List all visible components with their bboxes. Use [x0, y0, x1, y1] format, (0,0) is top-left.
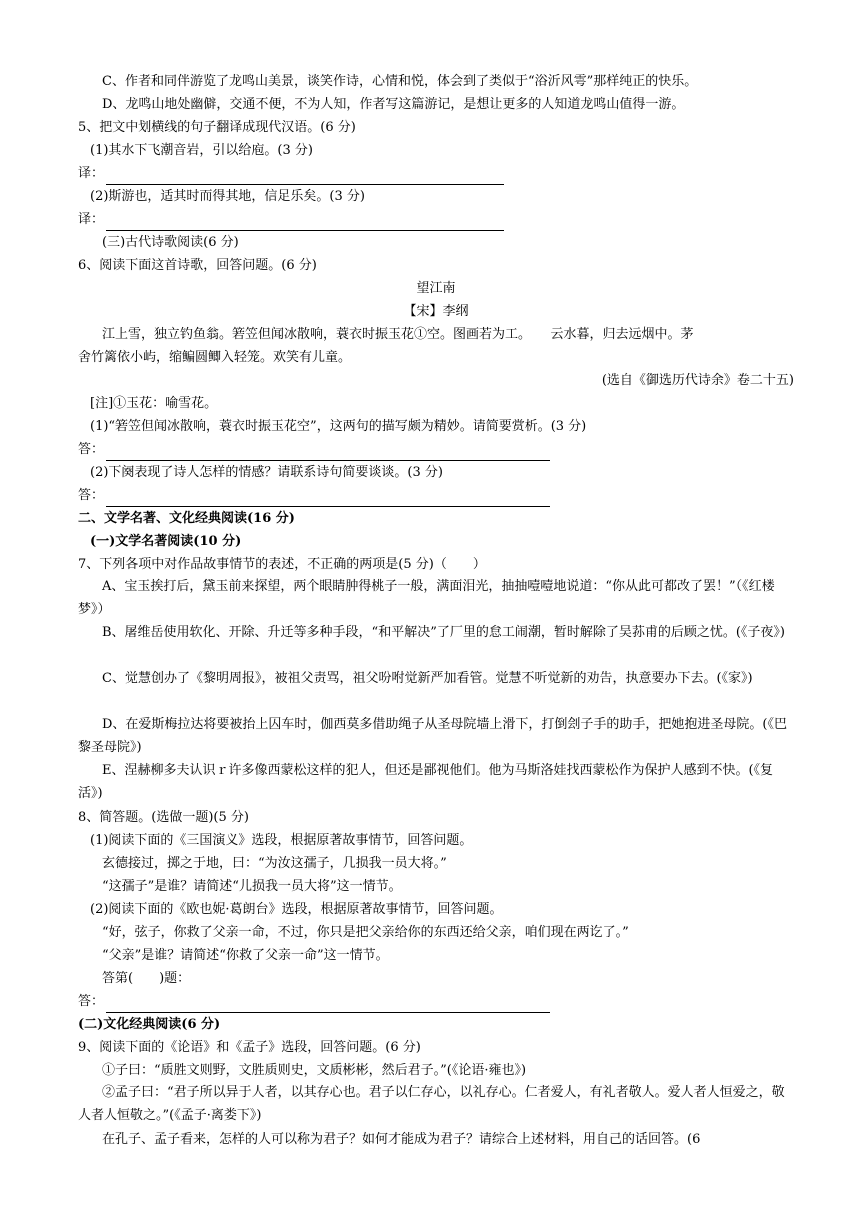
answer-line-8[interactable] — [78, 990, 550, 1013]
question-6-sub-2: (2)下阕表现了诗人怎样的情感？请联系诗句简要谈谈。(3 分) — [90, 465, 443, 480]
answer-underline — [106, 168, 504, 185]
question-7-option-e: E、涅赫柳多夫认识ｒ许多像西蒙松这样的犯人，但还是鄙视他们。他为马斯洛娃找西蒙松作为保护人感到不快。(《复活》) — [78, 763, 774, 801]
question-8-sub-2: (2)阅读下面的《欧也妮·葛朗台》选段，根据原著故事情节，回答问题。 — [90, 902, 503, 917]
answer-line-6-2[interactable] — [78, 484, 550, 507]
question-8-stem: 8、简答题。(选做一题)(5 分) — [78, 810, 249, 825]
part-2-title: 二、文学名著、文化经典阅读(16 分) — [78, 511, 295, 526]
question-5-sentence-1: (1)其水下飞潮音岩，引以给庖。(3 分) — [90, 143, 313, 158]
poem-line-1: 江上雪，独立钓鱼翁。箬笠但闻冰散响，蓑衣时振玉花①空。图画若为工。 云水暮，归去远烟中。茅 — [102, 327, 694, 342]
question-9-stem: 9、阅读下面的《论语》和《孟子》选段，回答问题。(6 分) — [78, 1040, 421, 1055]
subsection-2-title: (二)文化经典阅读(6 分) — [78, 1017, 221, 1032]
question-5-sentence-2: (2)斯游也，适其时而得其地，信足乐矣。(3 分) — [90, 189, 365, 204]
poem-title: 望江南 — [416, 281, 456, 296]
option-c: C、作者和同伴游览了龙鸣山美景，谈笑作诗，心情和悦，体会到了类似于“浴沂风雩”那样纯正的快乐。 — [102, 74, 698, 89]
question-9-quote-1: ①子曰：“质胜文则野，文胜质则史，文质彬彬，然后君子。”(《论语·雍也》) — [102, 1063, 527, 1078]
answer-line-5-1[interactable] — [78, 162, 504, 185]
answer-underline — [106, 444, 550, 461]
subsection-1-title: (一)文学名著阅读(10 分) — [90, 534, 242, 549]
question-7-option-c: C、觉慧创办了《黎明周报》，被祖父责骂，祖父吩咐觉新严加看管。觉慧不听觉新的劝告，执意要办下去。(《家》) — [102, 671, 753, 686]
question-5-stem: 5、把文中划横线的句子翻译成现代汉语。(6 分) — [78, 120, 356, 135]
poem-line-2: 舍竹篱依小屿，缩鳊圆鲫入轻笼。欢笑有儿童。 — [78, 350, 352, 365]
option-d: D、龙鸣山地处幽僻，交通不便，不为人知，作者写这篇游记，是想让更多的人知道龙鸣山值得一游。 — [102, 97, 685, 112]
question-9-quote-2: ②孟子曰：“君子所以异于人者，以其存心也。君子以仁存心，以礼存心。仁者爱人，有礼者敬人。爱人者人恒爱之，敬人者人恒敬之。”(《孟子·离娄下》) — [78, 1085, 785, 1123]
question-8-choice[interactable]: 答第( )题： — [102, 971, 191, 986]
answer-label: 译： — [78, 166, 105, 181]
answer-line-6-1[interactable] — [78, 438, 550, 461]
question-8-sub-2-ask: “父亲”是谁？请简述“你救了父亲一命”这一情节。 — [102, 948, 389, 963]
answer-label: 答： — [78, 488, 105, 503]
question-8-sub-1: (1)阅读下面的《三国演义》选段，根据原著故事情节，回答问题。 — [90, 833, 473, 848]
question-9-ask: 在孔子、孟子看来，怎样的人可以称为君子？如何才能成为君子？请综合上述材料，用自己的话回答。(6 — [102, 1132, 701, 1147]
question-8-sub-1-ask: “这孺子”是谁？请简述“儿损我一员大将”这一情节。 — [102, 879, 402, 894]
answer-underline — [106, 214, 504, 231]
question-7-option-b: B、屠维岳使用软化、开除、升迁等多种手段，“和平解决”了厂里的怠工闹潮，暂时解除了吴荪甫的后顾之忧。(《子夜》) — [102, 625, 785, 640]
answer-label: 答： — [78, 442, 105, 457]
question-8-sub-2-quote: “好，弦子，你救了父亲一命，不过，你只是把父亲给你的东西还给父亲，咱们现在两讫了。” — [102, 925, 629, 940]
poem-source: (选自《御选历代诗余》卷二十五) — [601, 373, 794, 388]
question-7-option-d: D、在爱斯梅拉达将要被抬上囚车时，伽西莫多借助绳子从圣母院墙上滑下，打倒刽子手的助手，把她抱进圣母院。(《巴黎圣母院》) — [78, 717, 787, 755]
question-8-sub-1-quote: 玄德接过，掷之于地，曰：“为汝这孺子，几损我一员大将。” — [102, 856, 447, 871]
subsection-3-title: (三)古代诗歌阅读(6 分) — [102, 235, 239, 250]
poem-note: [注]①玉花：喻雪花。 — [90, 396, 218, 411]
question-6-sub-1: (1)“箬笠但闻冰散响，蓑衣时振玉花空”，这两句的描写颇为精妙。请简要赏析。(3 分) — [90, 419, 587, 434]
question-7-stem: 7、下列各项中对作品故事情节的表述，不正确的两项是(5 分)（ ） — [78, 557, 486, 572]
answer-line-5-2[interactable] — [78, 208, 504, 231]
question-7-option-a: A、宝玉挨打后，黛玉前来探望，两个眼睛肿得桃子一般，满面泪光，抽抽噎噎地说道：“你从此可都改了罢！”（《红楼梦》） — [78, 579, 775, 617]
exam-page — [78, 0, 794, 1216]
answer-underline — [106, 490, 550, 507]
answer-label: 译： — [78, 212, 105, 227]
answer-label: 答： — [78, 994, 105, 1009]
poem-author: 【宋】李纲 — [403, 304, 469, 319]
answer-underline — [106, 996, 550, 1013]
question-6-stem: 6、阅读下面这首诗歌，回答问题。(6 分) — [78, 258, 317, 273]
